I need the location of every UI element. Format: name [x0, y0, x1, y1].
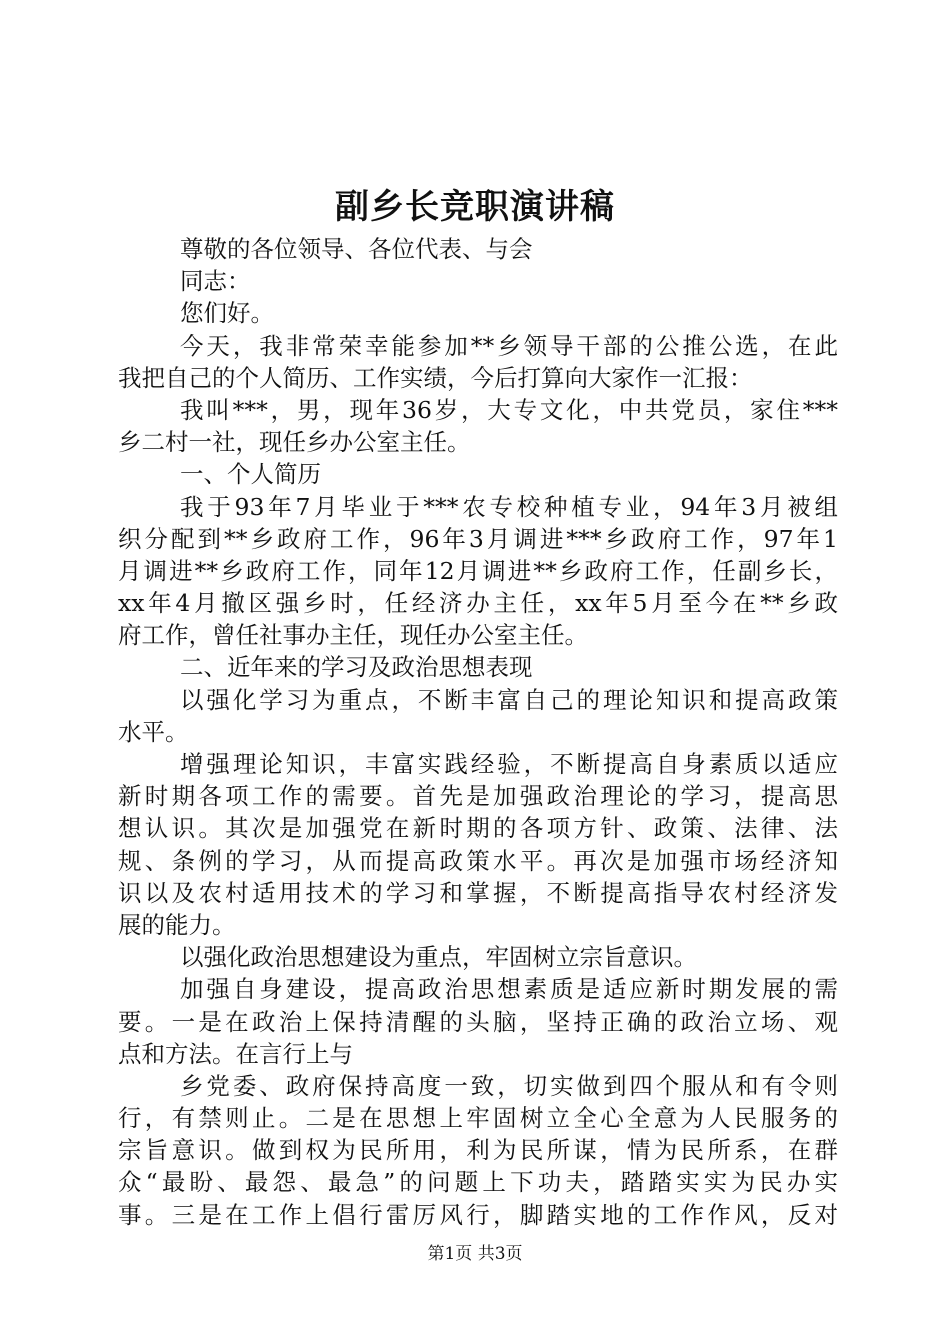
body-line: 宗旨意识。做到权为民所用，利为民所谋，情为民所系，在群	[118, 1136, 838, 1165]
body-line: 行，有禁则止。二是在思想上牢固树立全心全意为人民服务的	[118, 1104, 838, 1133]
body-line: 您们好。	[180, 299, 274, 328]
body-line: 众“最盼、最怨、最急”的问题上下功夫，踏踏实实为民办实	[118, 1168, 838, 1197]
body-line: 事。三是在工作上倡行雷厉风行，脚踏实地的工作作风，反对	[118, 1200, 838, 1229]
body-line: 加强自身建设，提高政治思想素质是适应新时期发展的需	[180, 975, 838, 1004]
body-line: 今天，我非常荣幸能参加**乡领导干部的公推公选，在此	[180, 331, 838, 360]
body-line: 尊敬的各位领导、各位代表、与会	[180, 235, 533, 263]
body-line: 新时期各项工作的需要。首先是加强政治理论的学习，提高思	[118, 782, 838, 811]
body-line: 府工作，曾任社事办主任，现任办公室主任。	[118, 621, 588, 650]
body-line: 一、个人简历	[180, 460, 321, 489]
body-line: 乡党委、政府保持高度一致，切实做到四个服从和有令则	[180, 1071, 838, 1100]
page-footer: 第1页 共3页	[427, 1244, 523, 1264]
body-line: 我叫***，男，现年36岁，大专文化，中共党员，家住***	[180, 395, 838, 424]
body-line: 水平。	[118, 717, 189, 746]
body-line: 织分配到**乡政府工作，96年3月调进***乡政府工作，97年1	[118, 524, 838, 553]
body-line: 同志：	[180, 267, 251, 296]
body-line: 以强化学习为重点，不断丰富自己的理论知识和提高政策	[180, 685, 838, 714]
body-line: 想认识。其次是加强党在新时期的各项方针、政策、法律、法	[118, 814, 838, 843]
body-line: xx年4月撤区强乡时，任经济办主任，xx年5月至今在**乡政	[118, 589, 838, 618]
body-line: 我于93年7月毕业于***农专校种植专业，94年3月被组	[180, 492, 838, 521]
body-line: 规、条例的学习，从而提高政策水平。再次是加强市场经济知	[118, 846, 838, 875]
body-line: 点和方法。在言行上与	[118, 1039, 353, 1068]
body-line: 乡二村一社，现任乡办公室主任。	[118, 428, 471, 457]
body-line: 我把自己的个人简历、工作实绩，今后打算向大家作一汇报：	[118, 363, 753, 392]
body-line: 识以及农村适用技术的学习和掌握，不断提高指导农村经济发	[118, 878, 838, 907]
body-line: 月调进**乡政府工作，同年12月调进**乡政府工作，任副乡长，	[118, 556, 838, 585]
document-title: 副乡长竞职演讲稿	[335, 187, 615, 227]
body-line: 展的能力。	[118, 910, 236, 939]
body-line: 增强理论知识，丰富实践经验，不断提高自身素质以适应	[180, 750, 838, 778]
body-line: 以强化政治思想建设为重点，牢固树立宗旨意识。	[180, 943, 697, 972]
document-body	[118, 233, 838, 1231]
body-line: 要。一是在政治上保持清醒的头脑，坚持正确的政治立场、观	[118, 1007, 838, 1036]
body-line: 二、近年来的学习及政治思想表现	[180, 653, 533, 682]
